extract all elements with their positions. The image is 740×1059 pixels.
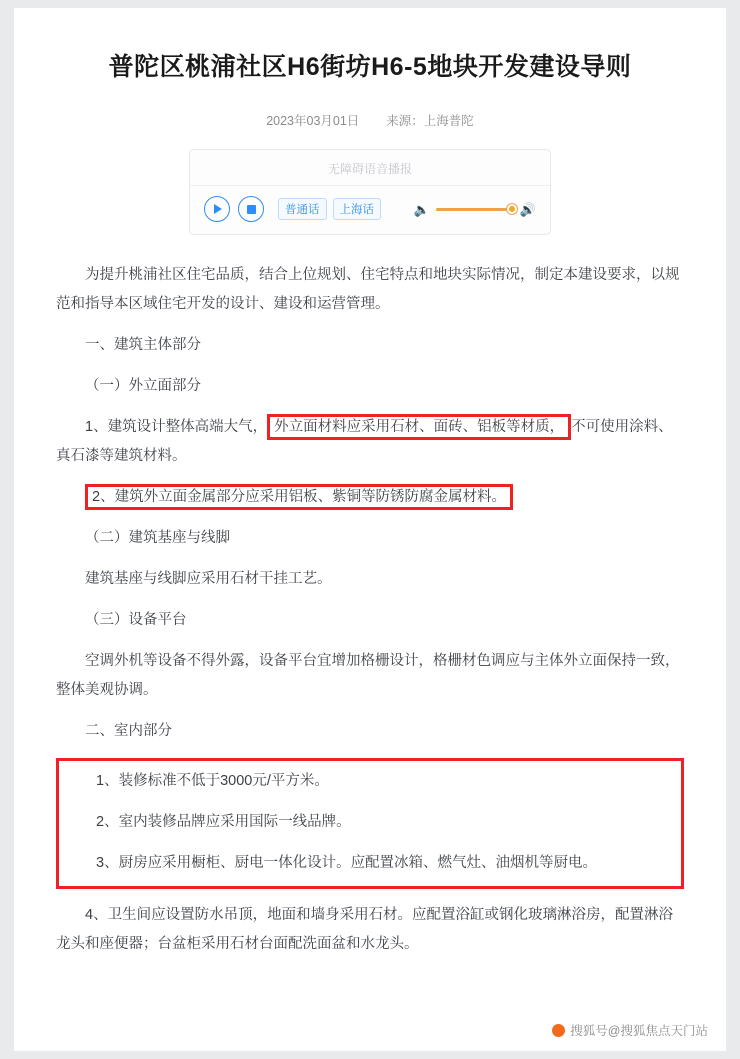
stop-icon[interactable] xyxy=(238,196,264,222)
heading-section-2: 二、室内部分 xyxy=(85,723,172,739)
highlight-metal-materials: 2、建筑外立面金属部分应采用铝板、紫铜等防锈防腐金属材料。 xyxy=(85,484,513,510)
paragraph-equipment-platform: 空调外机等设备不得外露，设备平台宜增加格栅设计，格栅材色调应与主体外立面保持一致，整体美观协调。 xyxy=(56,653,680,698)
article-body xyxy=(14,235,726,959)
lang-option-shanghainese[interactable]: 上海话 xyxy=(333,198,382,220)
heading-subsection-1-1: （一）外立面部分 xyxy=(85,378,201,394)
article-meta xyxy=(14,111,726,129)
sohu-logo-icon xyxy=(552,1024,565,1037)
speaker-low-icon[interactable]: 🔈 xyxy=(413,201,430,217)
player-header-label: 无障碍语音播报 xyxy=(190,150,550,186)
speaker-high-icon[interactable]: 🔊 xyxy=(519,201,536,217)
highlight-exterior-materials: 外立面材料应采用石材、面砖、铝板等材质， xyxy=(267,414,571,440)
player-controls[interactable] xyxy=(190,186,550,234)
document-page xyxy=(14,8,726,1051)
paragraph-decoration-standard: 1、装修标准不低于3000元/平方米。 xyxy=(96,773,329,789)
audio-player[interactable] xyxy=(189,149,551,235)
play-triangle-icon xyxy=(214,204,222,214)
page-title: 普陀区桃浦社区H6街坊H6-5地块开发建设导则 xyxy=(108,53,632,81)
publish-date: 2023年03月01日 xyxy=(266,114,360,128)
paragraph-1-prefix: 1、建筑设计整体高端大气， xyxy=(85,419,268,435)
heading-subsection-1-3: （三）设备平台 xyxy=(85,612,187,628)
paragraph-metal-materials xyxy=(56,483,684,512)
article-source: 来源：上海普陀 xyxy=(386,114,474,128)
lang-option-mandarin[interactable]: 普通话 xyxy=(278,198,327,220)
paragraph-decoration-brands: 2、室内装修品牌应采用国际一线品牌。 xyxy=(96,814,351,830)
volume-slider[interactable] xyxy=(436,208,514,211)
volume-slider-knob[interactable] xyxy=(507,204,517,214)
watermark xyxy=(552,1021,708,1039)
play-icon[interactable] xyxy=(204,196,230,222)
stop-square-icon xyxy=(247,205,256,214)
heading-subsection-1-2: （二）建筑基座与线脚 xyxy=(85,530,230,546)
paragraph-base-and-moulding: 建筑基座与线脚应采用石材干挂工艺。 xyxy=(85,571,332,587)
language-options[interactable] xyxy=(278,198,381,220)
paragraph-1-suffix: 不可使用涂料、真石漆等建筑材料。 xyxy=(56,419,673,464)
paragraph-bathroom: 4、卫生间应设置防水吊顶，地面和墙身采用石材。应配置浴缸或钢化玻璃淋浴房，配置淋浴龙头和座便器；台盆柜采用石材台面配洗面盆和水龙头。 xyxy=(56,907,674,952)
highlight-interior-block xyxy=(56,758,684,889)
paragraph-intro: 为提升桃浦社区住宅品质，结合上位规划、住宅特点和地块实际情况，制定本建设要求，以规范和指导本区域住宅开发的设计、建设和运营管理。 xyxy=(56,267,680,312)
paragraph-exterior-materials xyxy=(56,413,684,471)
volume-control[interactable] xyxy=(414,203,536,216)
paragraph-kitchen: 3、厨房应采用橱柜、厨电一体化设计。应配置冰箱、燃气灶、油烟机等厨电。 xyxy=(96,855,598,871)
watermark-text: 搜狐号@搜狐焦点天门站 xyxy=(570,1024,708,1038)
heading-section-1: 一、建筑主体部分 xyxy=(85,337,201,353)
